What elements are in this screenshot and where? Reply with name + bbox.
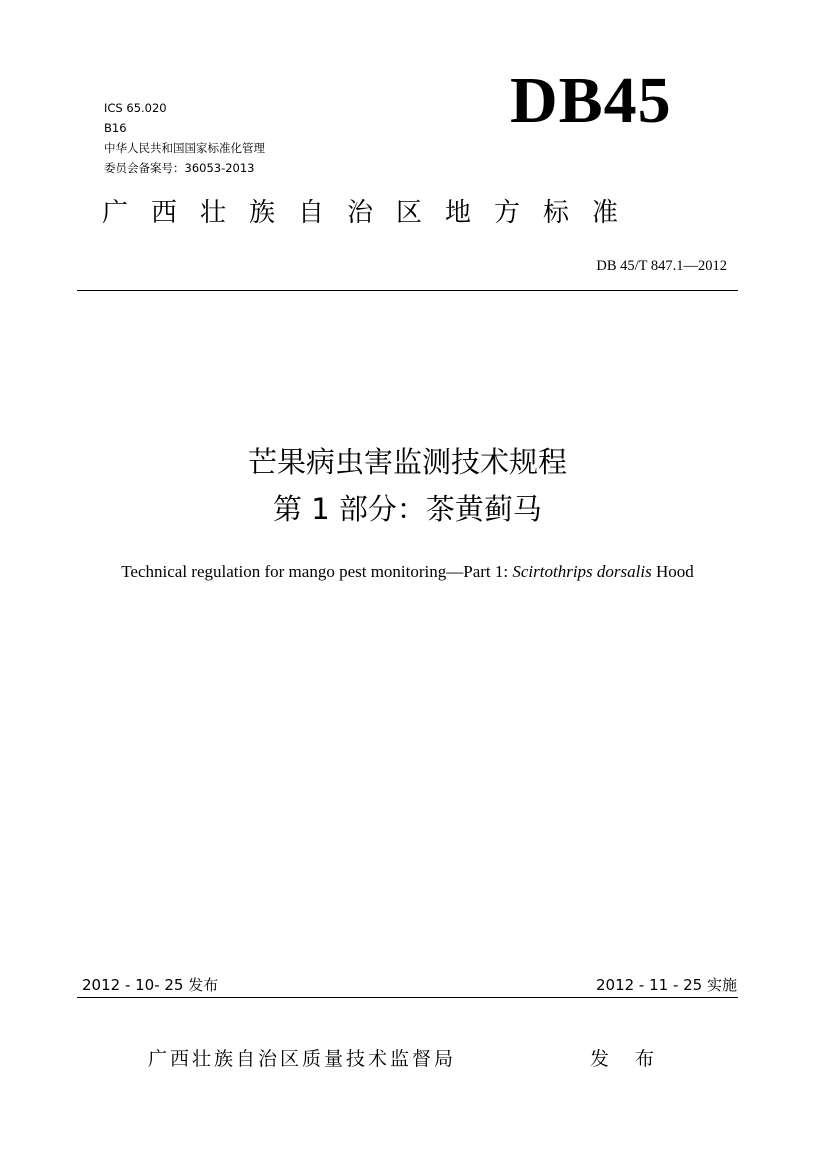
footer-divider bbox=[77, 997, 738, 998]
authority-line: 中华人民共和国国家标准化管理 bbox=[104, 141, 265, 155]
ccs-code: B16 bbox=[104, 121, 127, 135]
title-english bbox=[0, 561, 815, 583]
standard-type: 广西壮族自治区地方标准 bbox=[102, 198, 642, 228]
title-chinese-part: 第 1 部分：茶黄蓟马 bbox=[273, 492, 542, 526]
title-chinese-main: 芒果病虫害监测技术规程 bbox=[247, 445, 567, 479]
publisher: 广西壮族自治区质量技术监督局 bbox=[148, 1048, 457, 1070]
title-english-suffix: Hood bbox=[651, 562, 694, 581]
title-english-prefix: Technical regulation for mango pest monitoring—Part 1: bbox=[121, 562, 513, 581]
implementation-date: 2012 - 11 - 25 实施 bbox=[595, 976, 737, 994]
title-english-species: Scirtothrips dorsalis bbox=[512, 562, 652, 581]
standard-logo: DB45 bbox=[510, 64, 672, 137]
record-number: 委员会备案号：36053-2013 bbox=[104, 161, 255, 175]
standard-number: DB 45/T 847.1—2012 bbox=[596, 258, 727, 274]
ics-code: ICS 65.020 bbox=[104, 101, 167, 115]
issue-date: 2012 - 10- 25 发布 bbox=[82, 976, 219, 994]
header-divider bbox=[77, 290, 738, 291]
publish-verb: 发 布 bbox=[590, 1048, 665, 1070]
